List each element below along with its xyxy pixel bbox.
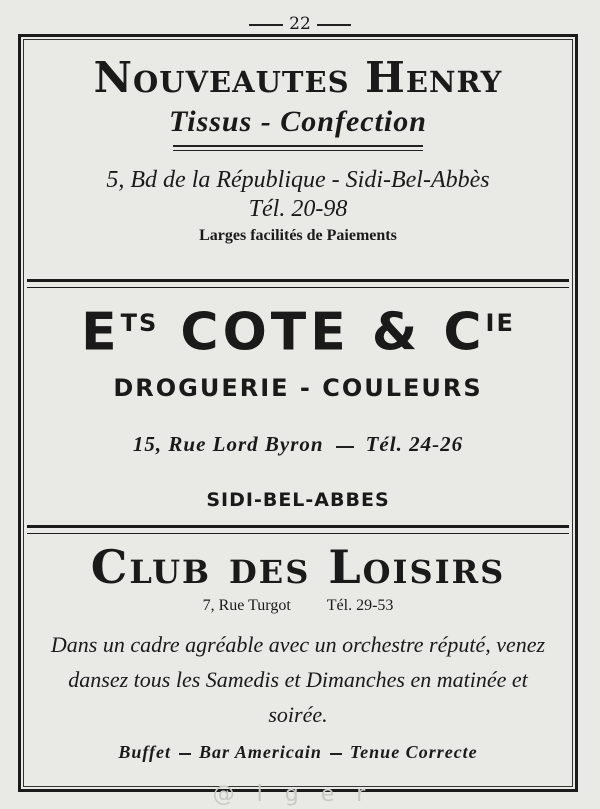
page-number [0,14,600,34]
henry-tel: Tél. 20-98 [248,196,348,222]
henry-rule [173,145,423,151]
cote-title-e: E [81,302,121,363]
cote-advert [21,285,575,529]
henry-address: 5, Bd de la République - Sidi-Bel-Abbès [106,167,490,193]
club-title: Club des Loisirs [90,540,506,594]
cote-trade: DROGUERIE - COULEURS [113,374,483,403]
club-footer-sep-1 [179,753,191,755]
henry-advert [21,45,575,283]
club-footer-buffet: Buffet [118,742,171,762]
cote-city: SIDI-BEL-ABBES [206,489,390,512]
henry-title: Nouveautes Henry [93,53,503,102]
club-footer-bar: Bar Americain [198,742,322,762]
cote-tel: Tél. 24-26 [365,432,464,457]
club-body: Dans un cadre agréable avec un orchestre réputé, venez dansez tous les Samedis et Dimanches en matinée et soirée. [50,632,546,727]
club-footer-tenue: Tenue Correcte [349,742,478,762]
club-footer [21,742,575,763]
advert-frame [18,34,578,792]
cote-street: 15, Rue Lord Byron [132,432,324,457]
club-street: 7, Rue Turgot [202,597,291,614]
club-advert [21,531,575,789]
club-footer-sep-2 [330,753,342,755]
cote-title [21,291,575,364]
watermark: @lger [212,782,388,807]
club-tel: Tél. 29-53 [326,597,394,614]
cote-sep [336,446,354,448]
cote-address-line [21,432,575,457]
cote-title-ie: IE [485,309,515,337]
page-number-text: 22 [289,14,311,34]
henry-credit: Larges facilités de Paiements [199,227,397,244]
henry-subtitle: Tissus - Confection [169,105,427,138]
dash-left [249,24,283,26]
cote-title-ts: TS [120,309,159,337]
club-contact [21,597,575,615]
cote-title-mid: COTE & C [158,302,486,363]
dash-right [317,24,351,26]
